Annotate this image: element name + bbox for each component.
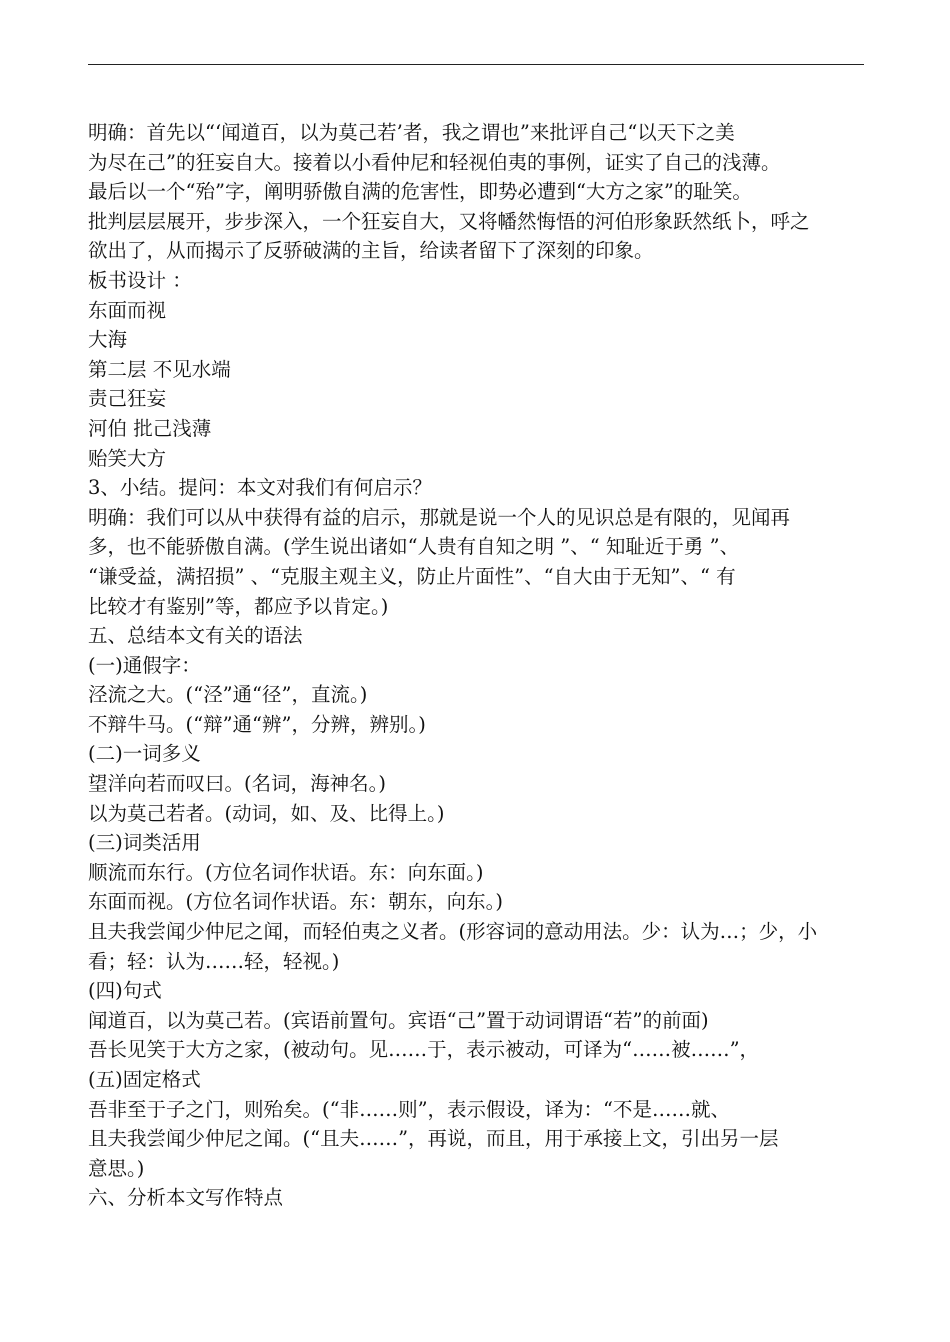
subsection-heading: (四)句式 <box>88 979 162 1003</box>
board-item: 第二层 不见水端 <box>88 357 231 381</box>
board-item: 贻笑大方 <box>88 446 167 470</box>
subsection-heading: (五)固定格式 <box>88 1068 201 1091</box>
board-item: 大海 <box>88 328 128 352</box>
section-heading: 六、分析本文写作特点 <box>88 1186 284 1210</box>
text-line: 吾长见笑于大方之家，(被动句。见……于，表示被动，可译为“……被……”， <box>88 1038 760 1062</box>
text-line: 意思。) <box>88 1156 145 1180</box>
text-line: 比较才有鉴别”等，都应予以肯定。) <box>88 594 389 618</box>
text-line: 以为莫己若者。(动词，如、及、比得上。) <box>88 801 445 825</box>
section-heading: 五、总结本文有关的语法 <box>88 624 303 648</box>
text-line: 且夫我尝闻少仲尼之闻。(“且夫……”，再说，而且，用于承接上文，引出另一层 <box>88 1127 779 1151</box>
subsection-heading: (三)词类活用 <box>88 831 201 855</box>
text-line: 泾流之大。(“泾”通“径”，直流。) <box>88 683 368 707</box>
text-line: 看；轻：认为……轻，轻视。) <box>88 949 340 973</box>
text-line: 顺流而东行。(方位名词作状语。东：向东面。) <box>88 860 484 884</box>
board-item: 东面而视 <box>88 298 167 322</box>
text-line: 明确：我们可以从中获得有益的启示，那就是说一个人的见识总是有限的，见闻再 <box>88 505 791 529</box>
document-body <box>88 118 868 1213</box>
text-line: 闻道百，以为莫己若。(宾语前置句。宾语“己”置于动词谓语“若”的前面) <box>88 1008 709 1032</box>
header-rule <box>88 64 864 65</box>
board-item: 责己狂妄 <box>88 387 167 411</box>
text-line: 为尽在己”的狂妄自大。接着以小看仲尼和轻视伯夷的事例，证实了自己的浅薄。 <box>88 150 781 174</box>
text-line: 明确：首先以“‘闻道百，以为莫己若’者，我之谓也”来批评自己“以天下之美 <box>88 121 735 144</box>
subsection-heading: (一)通假字： <box>88 653 201 677</box>
text-line: 且夫我尝闻少仲尼之闻，而轻伯夷之义者。(形容词的意动用法。少：认为…；少，小 <box>88 920 818 944</box>
text-line: 最后以一个“殆”字，阐明骄傲自满的危害性，即势必遭到“大方之家”的耻笑。 <box>88 180 752 204</box>
text-line: 东面而视。(方位名词作状语。东：朝东，向东。) <box>88 890 503 914</box>
text-line: 多，也不能骄傲自满。(学生说出诸如“人贵有自知之明 ”、“ 知耻近于勇 ”、 <box>88 535 740 559</box>
text-line: “谦受益，满招损” 、“克服主观主义，防止片面性”、“自大由于无知”、“ 有 <box>88 564 736 588</box>
text-line: 吾非至于子之门，则殆矣。(“非……则”，表示假设，译为：“不是……就、 <box>88 1097 731 1121</box>
subsection-heading: (二)一词多义 <box>88 742 201 766</box>
text-line: 不辩牛马。(“辩”通“辨”，分辨，辨别。) <box>88 712 426 736</box>
summary-heading: 3、小结。提问：本文对我们有何启示？ <box>88 476 432 500</box>
text-line: 欲出了，从而揭示了反骄破满的主旨，给读者留下了深刻的印象。 <box>88 239 654 263</box>
board-item: 河伯 批己浅薄 <box>88 416 212 440</box>
text-line: 望洋向若而叹曰。(名词，海神名。) <box>88 772 386 796</box>
text-line: 批判层层展开，步步深入，一个狂妄自大，又将幡然悔悟的河伯形象跃然纸卜，呼之 <box>88 209 810 233</box>
board-design-heading: 板书设计 ： <box>88 268 192 292</box>
